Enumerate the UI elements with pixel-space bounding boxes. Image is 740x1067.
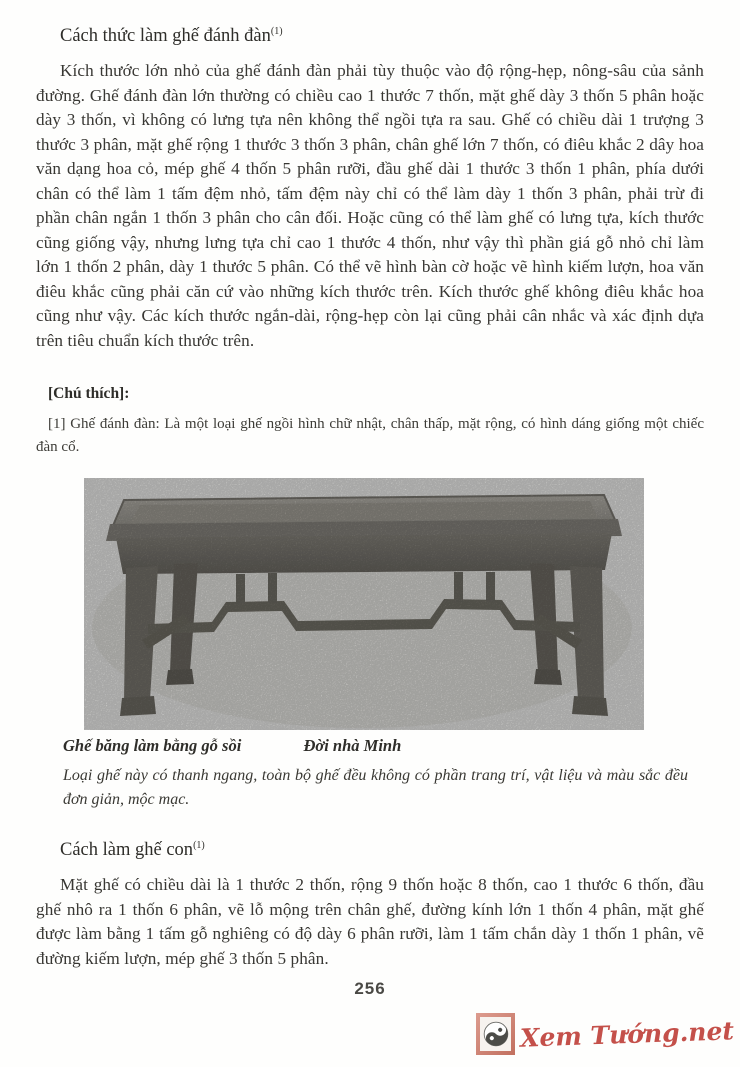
section1-footnote-marker: (1) [270, 26, 283, 37]
note-item-1: [1] Ghế đánh đàn: Là một loại ghế ngồi hình chữ nhật, chân thấp, mặt rộng, có hình dáng giống một chiếc đàn cổ. [36, 416, 704, 455]
section2-body-paragraph: Mặt ghế có chiều dài là 1 thước 2 thốn, rộng 9 thốn hoặc 8 thốn, cao 1 thước 6 thốn, đầu ghế nhô ra 1 thốn 6 phân, vẽ lỗ mộng trên chân ghế, đường kính lớn 1 thốn 4 phân, mặt ghế được làm bằng 1 tấm gỗ nghiêng có độ dày 6 phân rưỡi, làm 1 tấm chắn dày 1 thốn 1 phân, vẽ đường kiếm lượn, mép ghế 3 thốn 5 phân. [36, 875, 704, 968]
page-number: 256 [354, 979, 386, 999]
figure-caption [63, 736, 704, 756]
section1-heading [60, 26, 704, 47]
figure-caption-description: Loại ghế này có thanh ngang, toàn bộ ghế đều không có phần trang trí, vật liệu và màu sắc đều đơn giản, mộc mạc. [63, 767, 688, 809]
figure-block [84, 478, 644, 730]
figure-caption-title: Ghế băng làm bằng gỗ sồi [63, 736, 242, 756]
section1-body-paragraph: Kích thước lớn nhỏ của ghế đánh đàn phải tùy thuộc vào độ rộng-hẹp, nông-sâu của sảnh đường. Ghế đánh đàn lớn thường có chiều cao 1 thước 7 thốn, mặt ghế dày 3 thốn 5 phân hoặc dày 3 thốn, vì không có lưng tựa nên không thể ngồi tựa ra sau. Ghế có chiều dài 1 trượng 3 thước 3 phân, mặt ghế rộng 1 thước 3 thốn 3 phân, chân ghế lớn 7 thốn, có điêu khắc 2 dây hoa văn dạng hoa cỏ, mép ghế 4 thốn 5 phân rưỡi, đầu ghế dài 1 thước 3 thốn 1 phân, phía dưới chân có thể làm 1 tấm đệm nhỏ, tấm đệm này chỉ có thể làm dày 1 thốn 3 phân, phải trừ đi phần chân ngắn 1 thốn 3 phân cho cân đối. Hoặc cũng có thể làm ghế có lưng tựa, kích thước cũng giống vậy, nhưng lưng tựa chỉ cao 1 thước 4 thốn, như vậy thì phần giá gỗ nhỏ chỉ làm lớn 1 thốn 2 phân, dày 1 thước 5 phân. Có thể vẽ hình bàn cờ hoặc vẽ hình kiếm lượn, hoa văn điêu khắc cũng phải căn cứ vào những kích thước trên. Kích thước ghế không điêu khắc hoa cũng như vậy. Các kích thước ngắn-dài, rộng-hẹp còn lại cũng phải cân nhắc và xác định dựa trên tiêu chuẩn kích thước trên. [36, 61, 704, 350]
notes-block [36, 385, 704, 458]
yin-yang-icon-frame [476, 1013, 515, 1055]
watermark-text: Xem Tướng.net [519, 1015, 735, 1053]
yin-yang-icon-panel [480, 1017, 511, 1051]
ming-bench-photo [84, 478, 644, 730]
section2-footnote-marker: (1) [193, 840, 205, 852]
watermark [476, 1013, 734, 1055]
section2-heading-text: Cách làm ghế con [60, 840, 194, 861]
yin-yang-icon [482, 1020, 510, 1048]
figure-caption-era: Đời nhà Minh [303, 736, 402, 756]
section1-heading-text: Cách thức làm ghế đánh đàn [60, 26, 271, 47]
notes-heading: [Chú thích]: [48, 385, 130, 403]
section2-heading [60, 840, 704, 861]
